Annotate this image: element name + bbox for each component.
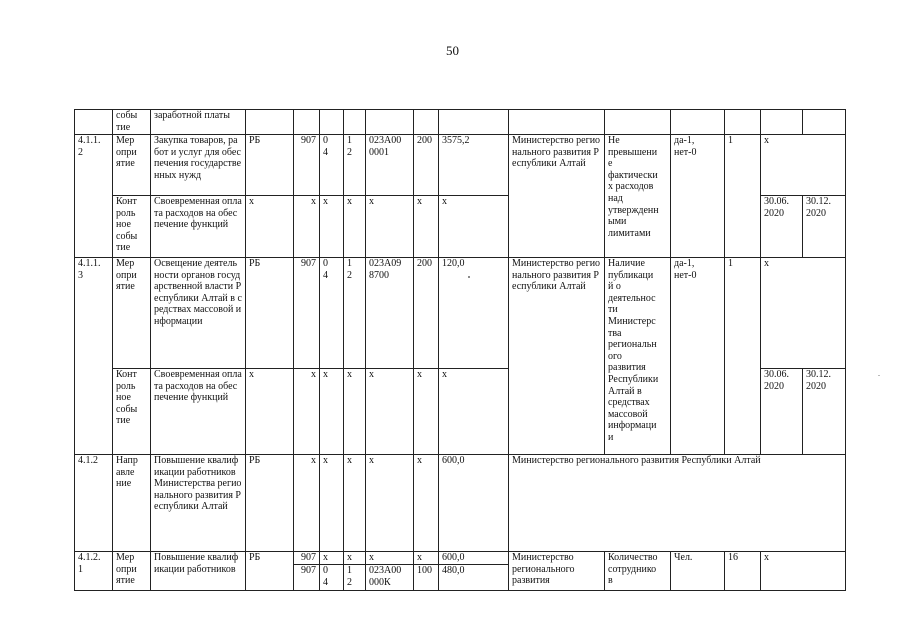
csr-cell: х	[366, 196, 414, 258]
row-name: Своевременная оплата расходов на обеспечение функций	[151, 196, 246, 258]
quarter-cell: х	[761, 258, 846, 369]
rz-cell: х	[320, 455, 344, 552]
empty-cell	[414, 110, 439, 135]
rz-cell: х	[320, 196, 344, 258]
table-row	[75, 258, 846, 369]
vr-cell: х	[414, 369, 439, 455]
row-number	[75, 110, 113, 135]
vr-cell: 200	[414, 135, 439, 196]
csr-cell: 023А09 8700	[366, 258, 414, 369]
empty-cell	[803, 110, 846, 135]
unit-cell: да-1, нет-0	[671, 135, 725, 258]
empty-cell	[671, 110, 725, 135]
indicator-cell: Количество сотруднико в	[605, 552, 671, 591]
pr-cell: х	[344, 455, 366, 552]
rz-cell: х	[320, 552, 344, 565]
grbs-cell: 907	[294, 258, 320, 369]
empty-cell	[246, 110, 294, 135]
row-number: 4.1.1. 2	[75, 135, 113, 258]
rz-cell: х	[320, 369, 344, 455]
vr-cell: х	[414, 196, 439, 258]
unit-cell: да-1, нет-0	[671, 258, 725, 455]
csr-cell: х	[366, 455, 414, 552]
unit-cell: Чел.	[671, 552, 725, 591]
date-end-cell: 30.12. 2020	[803, 196, 846, 258]
indicator-cell: Наличие публикаци й о деятельнос ти Министерс тва региональн ого развития Республики Алтай в средствах массовой информаци и	[605, 258, 671, 455]
plan-table	[74, 109, 846, 591]
date-end-cell: 30.12. 2020	[803, 369, 846, 455]
row-name: Своевременная оплата расходов на обеспечение функций	[151, 369, 246, 455]
executor-cell: Министерство регионального развития	[509, 552, 605, 591]
indicator-cell: Не превышени е фактически х расходов над утвержденн ыми лимитами	[605, 135, 671, 258]
row-name: заработной платы	[151, 110, 246, 135]
pr-cell: х	[344, 196, 366, 258]
date-start-cell: 30.06. 2020	[761, 196, 803, 258]
csr-cell: х	[366, 552, 414, 565]
budget-cell: РБ	[246, 135, 294, 196]
date-start-cell: 30.06. 2020	[761, 369, 803, 455]
row-type: собы тие	[113, 110, 151, 135]
rz-cell: 0 4	[320, 565, 344, 591]
empty-cell	[725, 110, 761, 135]
target-value-cell: 1	[725, 258, 761, 455]
amount-cell: 3575,2	[439, 135, 509, 196]
grbs-cell: 907	[294, 565, 320, 591]
vr-cell: 200	[414, 258, 439, 369]
empty-cell	[439, 110, 509, 135]
quarter-cell: х	[761, 135, 846, 196]
budget-cell: х	[246, 369, 294, 455]
grbs-cell: х	[294, 455, 320, 552]
budget-cell: РБ	[246, 258, 294, 369]
pr-cell: х	[344, 369, 366, 455]
empty-cell	[761, 110, 803, 135]
row-type: Мер опри ятие	[113, 552, 151, 591]
empty-cell	[605, 110, 671, 135]
vr-cell: х	[414, 455, 439, 552]
csr-cell: х	[366, 369, 414, 455]
pr-cell: 1 2	[344, 135, 366, 196]
row-name: Повышение квалификации работников	[151, 552, 246, 591]
empty-cell	[366, 110, 414, 135]
amount-cell: х	[439, 196, 509, 258]
grbs-cell: х	[294, 196, 320, 258]
budget-cell: РБ	[246, 552, 294, 591]
row-name: Закупка товаров, работ и услуг для обеспечения государственных нужд	[151, 135, 246, 196]
executor-cell: Министерство регионального развития Республики Алтай	[509, 135, 605, 258]
amount-cell: 600,0	[439, 455, 509, 552]
row-type: Конт роль ное собы тие	[113, 196, 151, 258]
rz-cell: 0 4	[320, 258, 344, 369]
csr-cell: 023А00 000К	[366, 565, 414, 591]
table-row	[75, 135, 846, 196]
page-number: 50	[446, 43, 459, 58]
row-number: 4.1.1. 3	[75, 258, 113, 455]
budget-cell: х	[246, 196, 294, 258]
executor-cell: Министерство регионального развития Республики Алтай	[509, 455, 846, 552]
table-row	[75, 110, 846, 135]
budget-cell: РБ	[246, 455, 294, 552]
empty-cell	[509, 110, 605, 135]
grbs-cell: х	[294, 369, 320, 455]
amount-cell: х	[439, 369, 509, 455]
row-number: 4.1.2	[75, 455, 113, 552]
empty-cell	[320, 110, 344, 135]
grbs-cell: 907	[294, 552, 320, 565]
target-value-cell: 1	[725, 135, 761, 258]
target-value-cell: 16	[725, 552, 761, 591]
row-type: Мер опри ятие	[113, 135, 151, 196]
table-row	[75, 552, 846, 565]
grbs-cell: 907	[294, 135, 320, 196]
table-row	[75, 455, 846, 552]
vr-cell: 100	[414, 565, 439, 591]
row-number: 4.1.2. 1	[75, 552, 113, 591]
rz-cell: 0 4	[320, 135, 344, 196]
row-name: Повышение квалификации работников Министерства регионального развития Республики Алтай	[151, 455, 246, 552]
amount-cell: 600,0	[439, 552, 509, 565]
amount-cell: 120,0	[439, 258, 509, 369]
empty-cell	[294, 110, 320, 135]
row-type: Напр авле ние	[113, 455, 151, 552]
pr-cell: 1 2	[344, 565, 366, 591]
csr-cell: 023А00 0001	[366, 135, 414, 196]
pr-cell: х	[344, 552, 366, 565]
amount-cell: 480,0	[439, 565, 509, 591]
vr-cell: х	[414, 552, 439, 565]
pr-cell: 1 2	[344, 258, 366, 369]
scan-mark	[878, 375, 880, 376]
quarter-cell: х	[761, 552, 846, 591]
empty-cell	[344, 110, 366, 135]
row-type: Мер опри ятие	[113, 258, 151, 369]
row-name: Освещение деятельности органов государственной власти Республики Алтай в средствах массовой информации	[151, 258, 246, 369]
executor-cell: Министерство регионального развития Республики Алтай	[509, 258, 605, 455]
row-type: Конт роль ное собы тие	[113, 369, 151, 455]
